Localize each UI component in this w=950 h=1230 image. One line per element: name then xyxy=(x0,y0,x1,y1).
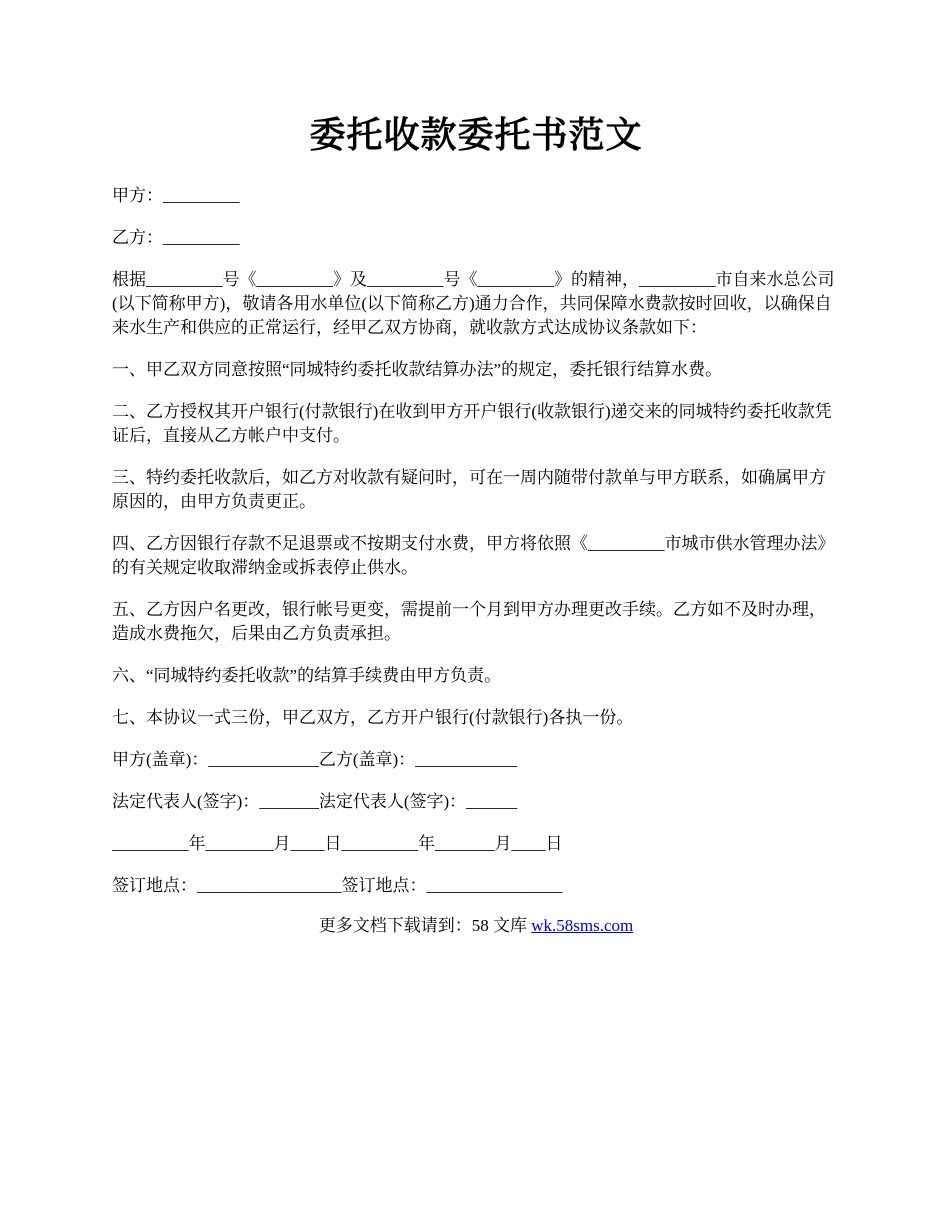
clause-3: 三、特约委托收款后，如乙方对收款有疑问时，可在一周内随带付款单与甲方联系，如确属甲方原因的，由甲方负责更正。 xyxy=(112,468,826,511)
seal-line: 甲方(盖章)：_____________乙方(盖章)：____________ xyxy=(112,750,518,769)
document-page xyxy=(112,110,840,938)
clause-5: 五、乙方因户名更改，银行帐号更变，需提前一个月到甲方办理更改手续。乙方如不及时办理，造成水费拖欠，后果由乙方负责承担。 xyxy=(112,600,826,643)
clause-6: 六、“同城特约委托收款”的结算手续费由甲方负责。 xyxy=(112,666,502,685)
download-footer xyxy=(112,914,840,938)
intro-paragraph: 根据_________号《_________》及_________号《_________》的精神，_________市自来水总公司(以下简称甲方)，敬请各用水单位(以下简称乙方)通力合作，共同保障水费款按时回收，以确保自来水生产和供应的正常运行，经甲乙双方协商，就收款方式达成协议条款如下： xyxy=(112,270,835,337)
clause-4: 四、乙方因银行存款不足退票或不按期支付水费，甲方将依照《_________市城市供水管理办法》的有关规定收取滞纳金或拆表停止供水。 xyxy=(112,534,835,577)
clause-1: 一、甲乙双方同意按照“同城特约委托收款结算办法”的规定，委托银行结算水费。 xyxy=(112,360,723,379)
date-line: _________年________月____日_________年_______月____日 xyxy=(112,834,563,853)
party-b-line: 乙方：_________ xyxy=(112,228,240,247)
place-line: 签订地点：_________________签订地点：________________ xyxy=(112,876,563,895)
clause-7: 七、本协议一式三份，甲乙双方，乙方开户银行(付款银行)各执一份。 xyxy=(112,708,634,727)
footer-text: 更多文档下载请到：58 文库 xyxy=(318,916,532,935)
representative-line: 法定代表人(签字)：_______法定代表人(签字)：______ xyxy=(112,792,518,811)
party-a-line: 甲方：_________ xyxy=(112,186,240,205)
footer-link[interactable]: wk.58sms.com xyxy=(531,916,634,935)
document-title: 委托收款委托书范文 xyxy=(309,115,643,156)
clause-2: 二、乙方授权其开户银行(付款银行)在收到甲方开户银行(收款银行)递交来的同城特约委托收款凭证后，直接从乙方帐户中支付。 xyxy=(112,402,832,445)
